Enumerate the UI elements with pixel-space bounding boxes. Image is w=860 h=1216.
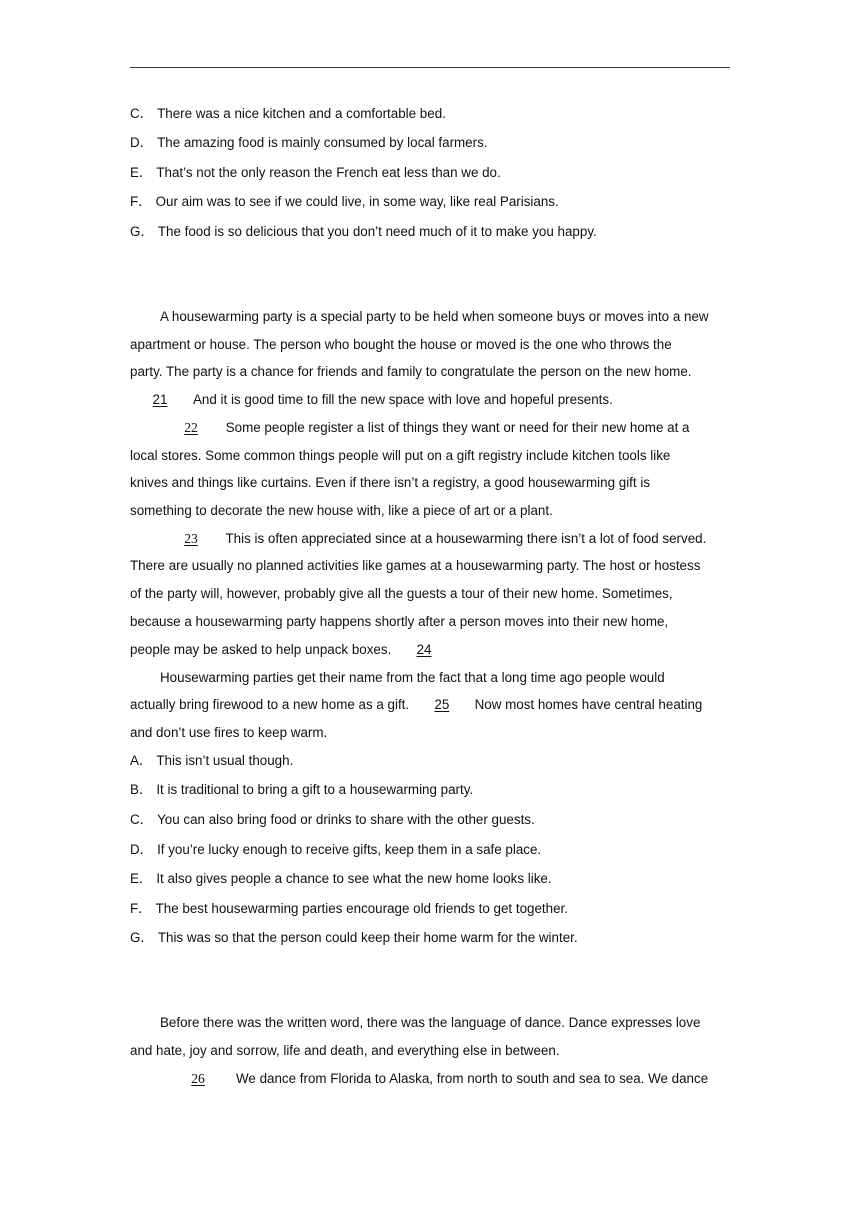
blank-22[interactable]: 22 — [184, 420, 198, 435]
option-c-prev: C． There was a nice kitchen and a comfortable bed. — [130, 106, 446, 121]
option-b[interactable]: B． It is traditional to bring a gift to a housewarming party. — [130, 782, 474, 797]
passage-line: actually bring firewood to a new home as a gift. 25 Now most homes have central heating — [130, 697, 703, 712]
passage-line: and hate, joy and sorrow, life and death, and everything else in between. — [130, 1043, 560, 1058]
option-g-prev: G． The food is so delicious that you don’t need much of it to make you happy. — [130, 224, 597, 239]
passage-line: local stores. Some common things people will put on a gift registry include kitchen tools like — [130, 448, 671, 463]
passage-line: of the party will, however, probably give all the guests a tour of their new home. Sometimes, — [130, 586, 673, 601]
option-c[interactable]: C． You can also bring food or drinks to share with the other guests. — [130, 812, 535, 827]
blank-21[interactable]: 21 — [152, 392, 168, 407]
blank-26[interactable]: 26 — [191, 1071, 205, 1086]
blank-23[interactable]: 23 — [184, 531, 198, 546]
passage-line: apartment or house. The person who bought the house or moved is the one who throws the — [130, 337, 672, 352]
option-f-prev: F． Our aim was to see if we could live, in some way, like real Parisians. — [130, 194, 559, 209]
header-rule — [130, 67, 730, 68]
option-d-prev: D． The amazing food is mainly consumed by local farmers. — [130, 135, 488, 150]
option-f[interactable]: F． The best housewarming parties encourage old friends to get together. — [130, 901, 568, 916]
option-g[interactable]: G． This was so that the person could keep their home warm for the winter. — [130, 930, 578, 945]
passage-line: 23 This is often appreciated since at a housewarming there isn’t a lot of food served. — [160, 530, 740, 548]
passage-line: There are usually no planned activities like games at a housewarming party. The host or hostess — [130, 558, 701, 573]
passage-line: A housewarming party is a special party to be held when someone buys or moves into a new — [160, 309, 709, 324]
passage-line: 22 Some people register a list of things they want or need for their new home at a — [160, 419, 740, 437]
passage-line: people may be asked to help unpack boxes. 24 — [130, 641, 740, 659]
option-e-prev: E． That’s not the only reason the French eat less than we do. — [130, 165, 501, 180]
option-d[interactable]: D． If you’re lucky enough to receive gifts, keep them in a safe place. — [130, 842, 542, 857]
passage-line: knives and things like curtains. Even if there isn’t a registry, a good housewarming gift is — [130, 475, 651, 490]
passage-line: 26 We dance from Florida to Alaska, from north to south and sea to sea. We dance — [160, 1070, 740, 1088]
passage-line: 21 And it is good time to fill the new space with love and hopeful presents. — [130, 391, 740, 409]
blank-24[interactable]: 24 — [416, 642, 432, 657]
passage-line: because a housewarming party happens shortly after a person moves into their new home, — [130, 614, 669, 629]
blank-25[interactable]: 25 — [434, 697, 450, 712]
option-a[interactable]: A． This isn’t usual though. — [130, 753, 294, 768]
option-e[interactable]: E． It also gives people a chance to see what the new home looks like. — [130, 871, 552, 886]
passage-line: something to decorate the new house with, like a piece of art or a plant. — [130, 503, 553, 518]
passage-line: and don’t use fires to keep warm. — [130, 725, 328, 740]
passage-line: Housewarming parties get their name from the fact that a long time ago people would — [160, 670, 665, 685]
passage-line: Before there was the written word, there was the language of dance. Dance expresses love — [160, 1015, 701, 1030]
passage-line: party. The party is a chance for friends and family to congratulate the person on the new home. — [130, 364, 692, 379]
